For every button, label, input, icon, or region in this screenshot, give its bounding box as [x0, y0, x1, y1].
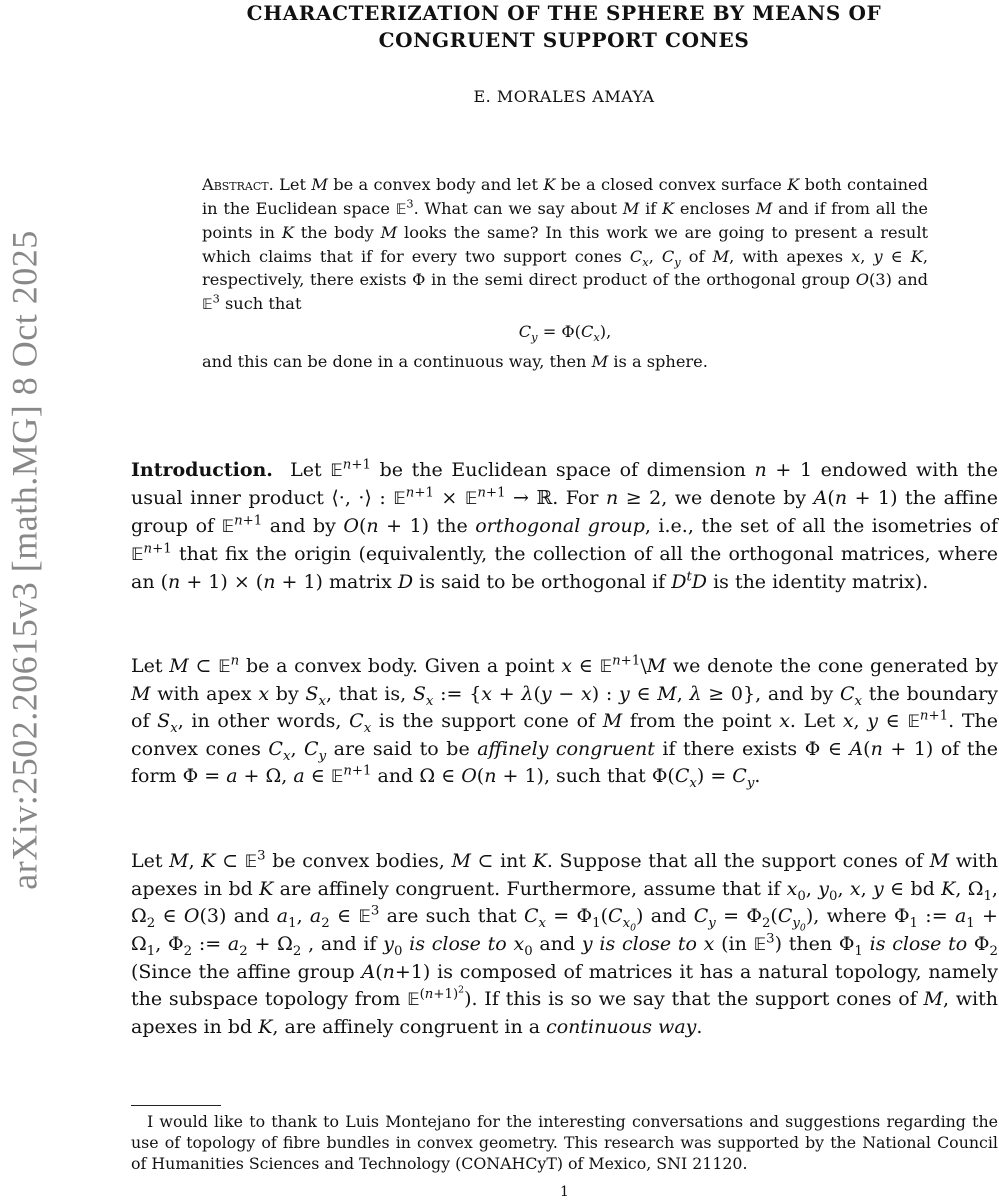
- footnote-rule: [131, 1105, 221, 1106]
- continuity-paragraph: Let M, K ⊂ 𝔼$^3$ be convex bodies, M ⊂ int K. Suppose that all the support cones of M with apexes in bd K are affinely congruent. Furthermore, assume that if $x_0$, $y_0$, x, y ∈ bd K, $\Omega_1$, $\Omega_2$ ∈ O(3) and $a_1$, $a_2$ ∈ 𝔼$^3$ are such that $C_x = \Phi_1(C_{x_0})$ and $C_y = \Phi_2(C_{y_0})$, where $\Phi_1$ := $a_1 + \Omega_1$, $\Phi_2$ := $a_2 + \Omega_2$ , and if $y_0$ is close to $x_0$ and y is close to x (in 𝔼$^3$) then $\Phi_1$ is close to $\Phi_2$ (Since the affine group A(n+1) is composed of matrices it has a natural topology, namely the subspace topology from 𝔼$^{(n+1)^2}$). If this is so we say that the support cones of M, with apexes in bd K, are affinely congruent in a continuous way.: [131, 848, 998, 1038]
- author-name: E. MORALES AMAYA: [473, 87, 655, 106]
- title-line-2: CONGRUENT SUPPORT CONES: [378, 28, 750, 52]
- intro-paragraph: Introduction. Let 𝔼$^{n+1}$ be the Euclidean space of dimension n + 1 endowed with the usual inner product ⟨·, ·⟩ : 𝔼$^{n+1}$ × 𝔼$^{n+1}$ → ℝ. For n ≥ 2, we denote by A(n + 1) the affine group of 𝔼$^{n+1}$ and by O(n + 1) the orthogonal group, i.e., the set of all the isometries of 𝔼$^{n+1}$ that fix the origin (equivalently, the collection of all the orthogonal matrices, where an (n + 1) × (n + 1) matrix D is said to be orthogonal if $D^tD$ is the identity matrix).: [131, 457, 999, 593]
- intro-heading: Introduction.: [131, 459, 273, 481]
- footnote: I would like to thank to Luis Montejano for the interesting conversations and suggestions regarding the use of topology of fibre bundles in convex geometry. This research was supported by the National Council of Humanities Sciences and Technology (CONAHCyT) of Mexico, SNI 21120.: [131, 1112, 998, 1173]
- abstract-heading: Abstract.: [202, 175, 274, 194]
- paper-title: [130, 0, 998, 54]
- title-line-1: CHARACTERIZATION OF THE SPHERE BY MEANS OF: [246, 1, 882, 25]
- arxiv-identifier-stamp: [0, 185, 50, 935]
- definitions-paragraph: Let M ⊂ 𝔼$^n$ be a convex body. Given a point x ∈ 𝔼$^{n+1}$\M we denote the cone generated by M with apex x by $S_x$, that is, $S_x$ := {x + λ(y − x) : y ∈ M, λ ≥ 0}, and by $C_x$ the boundary of $S_x$, in other words, $C_x$ is the support cone of M from the point x. Let x, y ∈ 𝔼$^{n+1}$. The convex cones $C_x$, $C_y$ are said to be affinely congruent if there exists Φ ∈ A(n + 1) of the form Φ = a + Ω, a ∈ 𝔼$^{n+1}$ and Ω ∈ O(n + 1), such that $\Phi(C_x) = C_y$.: [131, 653, 998, 791]
- arxiv-id-text: arXiv:2502.20615v3 [math.MG] 8 Oct 2025: [5, 230, 46, 890]
- page-number: 1: [560, 1184, 569, 1200]
- abstract-formula: $C_y = \Phi(C_x)$,: [518, 321, 612, 344]
- abstract: Abstract. Let M be a convex body and let K be a closed convex surface K both contained in the Euclidean space 𝔼$^3$. What can we say about M if K encloses M and if from all the points in K the body M looks the same? In this work we are going to present a result which claims that if for every two support cones $C_x$, $C_y$ of M, with apexes x, y ∈ K, respectively, there exists Φ in the semi direct product of the orthogonal group O(3) and 𝔼$^3$ such that $C_y = \Phi(C_x)$, and this can be done in a continuous way, then M is a sphere.: [202, 175, 929, 372]
